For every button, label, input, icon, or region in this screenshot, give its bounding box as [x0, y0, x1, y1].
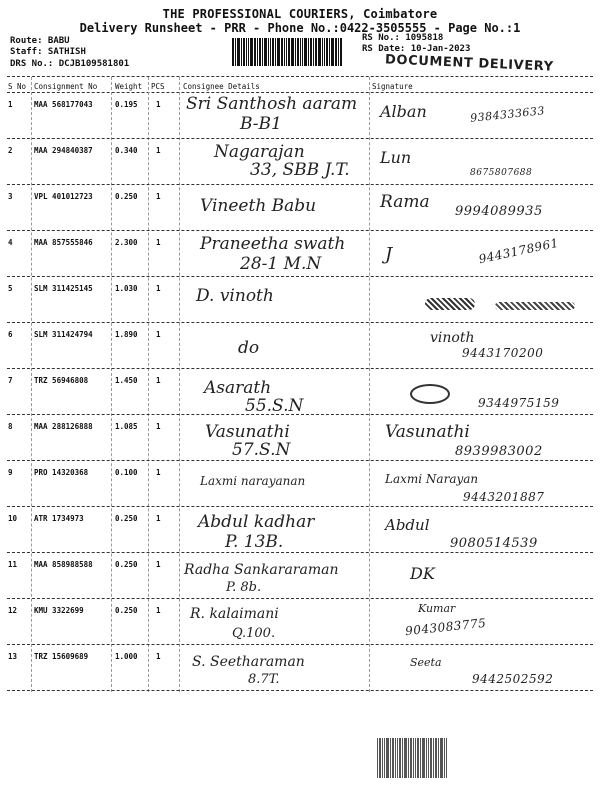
consignee-address: Q.100. [232, 626, 276, 641]
row-weight: 0.250 [115, 514, 138, 523]
table-row [0, 414, 600, 460]
row-weight: 1.085 [115, 422, 138, 431]
phone-number: 9384333633 [469, 104, 546, 125]
row-sno: 7 [8, 376, 13, 385]
phone-number: 9442502592 [472, 672, 554, 686]
row-pcs: 1 [156, 376, 161, 385]
row-pcs: 1 [156, 468, 161, 477]
table-row [0, 598, 600, 644]
row-pcs: 1 [156, 284, 161, 293]
consignee-name: D. vinoth [196, 286, 274, 306]
col-sno: S No [8, 82, 27, 91]
row-weight: 0.250 [115, 192, 138, 201]
consignee-name: Abdul kadhar [198, 512, 315, 532]
phone-number: 9994089935 [455, 204, 543, 219]
row-consignment: MAA 858988588 [34, 560, 93, 569]
row-pcs: 1 [156, 422, 161, 431]
consignee-address: 57.S.N [232, 440, 291, 460]
phone-number: 9443170200 [462, 346, 544, 360]
row-consignment: ATR 1734973 [34, 514, 84, 523]
document-delivery-stamp: DOCUMENT DELIVERY [384, 52, 554, 75]
row-pcs: 1 [156, 330, 161, 339]
rs-date: RS Date: 10-Jan-2023 [362, 44, 471, 54]
table-row [0, 184, 600, 230]
row-pcs: 1 [156, 606, 161, 615]
table-row [0, 552, 600, 598]
row-consignment: MAA 568177043 [34, 100, 93, 109]
row-pcs: 1 [156, 652, 161, 661]
phone-number: 9344975159 [478, 396, 560, 410]
row-pcs: 1 [156, 192, 161, 201]
row-sno: 1 [8, 100, 13, 109]
header-top-rule [7, 76, 593, 77]
row-sno: 2 [8, 146, 13, 155]
consignee-name: Vasunathi [205, 422, 290, 442]
route-label: Route: BABU [10, 36, 70, 46]
table-row [0, 460, 600, 506]
signature: Kumar [418, 602, 456, 615]
row-pcs: 1 [156, 560, 161, 569]
row-consignment: MAA 288126888 [34, 422, 93, 431]
runsheet-title: Delivery Runsheet - PRR - Phone No.:0422-3505555 - Page No.:1 [79, 21, 521, 35]
consignee-address: B-B1 [240, 114, 282, 134]
table-row [0, 506, 600, 552]
row-consignment: SLM 311425145 [34, 284, 93, 293]
row-weight: 1.000 [115, 652, 138, 661]
consignee-name: Radha Sankararaman [184, 562, 339, 578]
row-weight: 0.340 [115, 146, 138, 155]
scribble-mark [410, 384, 450, 404]
consignee-name: Sri Santhosh aaram [186, 94, 358, 114]
col-consignee: Consignee Details [183, 82, 260, 91]
table-row [0, 230, 600, 276]
consignee-address: P. 13B. [225, 532, 284, 552]
consignee-name: Vineeth Babu [200, 196, 317, 216]
drs-number: DRS No.: DCJB109581801 [10, 59, 130, 69]
consignee-address: 28-1 M.N [240, 254, 322, 274]
row-pcs: 1 [156, 146, 161, 155]
row-consignment: SLM 311424794 [34, 330, 93, 339]
table-row [0, 92, 600, 138]
barcode [232, 38, 354, 66]
row-sno: 9 [8, 468, 13, 477]
row-consignment: MAA 857555846 [34, 238, 93, 247]
phone-number: 9080514539 [450, 536, 538, 551]
signature: Seeta [410, 656, 442, 669]
consignee-name: Laxmi narayanan [200, 474, 306, 488]
row-pcs: 1 [156, 100, 161, 109]
row-weight: 0.250 [115, 560, 138, 569]
signature: Laxmi Narayan [385, 472, 479, 486]
staff-label: Staff: SATHISH [10, 47, 86, 57]
row-consignment: PRO 14320368 [34, 468, 89, 477]
row-sno: 10 [8, 514, 18, 523]
consignee-name: do [238, 338, 260, 358]
row-weight: 0.100 [115, 468, 138, 477]
signature: Vasunathi [385, 422, 470, 442]
consignee-address: 55.S.N [245, 396, 304, 416]
consignee-name: S. Seetharaman [192, 654, 305, 670]
row-sno: 8 [8, 422, 13, 431]
signature: Alban [380, 102, 427, 121]
row-rule [7, 690, 593, 691]
table-row [0, 644, 600, 690]
table-row [0, 276, 600, 322]
row-sno: 3 [8, 192, 13, 201]
signature: Abdul [385, 516, 430, 534]
row-pcs: 1 [156, 238, 161, 247]
signature: vinoth [430, 330, 475, 346]
row-consignment: VPL 401012723 [34, 192, 93, 201]
signature: Lun [380, 148, 412, 167]
consignee-name: Praneetha swath [200, 234, 346, 254]
row-weight: 0.250 [115, 606, 138, 615]
row-weight: 0.195 [115, 100, 138, 109]
phone-number: 8939983002 [455, 444, 543, 459]
consignee-address: 33, SBB J.T. [250, 160, 350, 180]
row-sno: 13 [8, 652, 18, 661]
col-signature: Signature [372, 82, 413, 91]
signature: DK [410, 564, 435, 583]
footer-barcode [377, 738, 467, 778]
consignee-address: P. 8b. [226, 580, 262, 595]
signature: J [385, 244, 393, 265]
consignee-name: R. kalaimani [190, 606, 279, 622]
row-consignment: KMU 3322699 [34, 606, 84, 615]
row-sno: 6 [8, 330, 13, 339]
consignee-name: Nagarajan [214, 142, 305, 162]
table-row [0, 322, 600, 368]
col-consignment: Consignment No [34, 82, 98, 91]
col-pcs: PCS [151, 82, 165, 91]
row-sno: 11 [8, 560, 18, 569]
col-weight: Weight [115, 82, 143, 91]
row-weight: 1.030 [115, 284, 138, 293]
row-weight: 2.300 [115, 238, 138, 247]
phone-number: 9043083775 [404, 615, 487, 639]
company-name: THE PROFESSIONAL COURIERS, Coimbatore [162, 7, 438, 21]
row-sno: 4 [8, 238, 13, 247]
row-consignment: TRZ 15609689 [34, 652, 89, 661]
row-consignment: TRZ 56946808 [34, 376, 89, 385]
phone-number: 9443178961 [477, 235, 560, 267]
row-sno: 12 [8, 606, 18, 615]
scribble-mark [425, 298, 475, 310]
table-row [0, 368, 600, 414]
row-consignment: MAA 294840387 [34, 146, 93, 155]
consignee-name: Asarath [204, 378, 272, 398]
row-weight: 1.890 [115, 330, 138, 339]
signature: Rama [380, 192, 430, 212]
phone-number: 9443201887 [463, 490, 545, 504]
phone-number: 8675807688 [470, 168, 533, 178]
row-weight: 1.450 [115, 376, 138, 385]
consignee-address: 8.7T. [248, 672, 280, 687]
row-sno: 5 [8, 284, 13, 293]
scribble-mark [495, 302, 575, 310]
table-row [0, 138, 600, 184]
rs-number: RS No.: 1095818 [362, 33, 444, 43]
row-pcs: 1 [156, 514, 161, 523]
